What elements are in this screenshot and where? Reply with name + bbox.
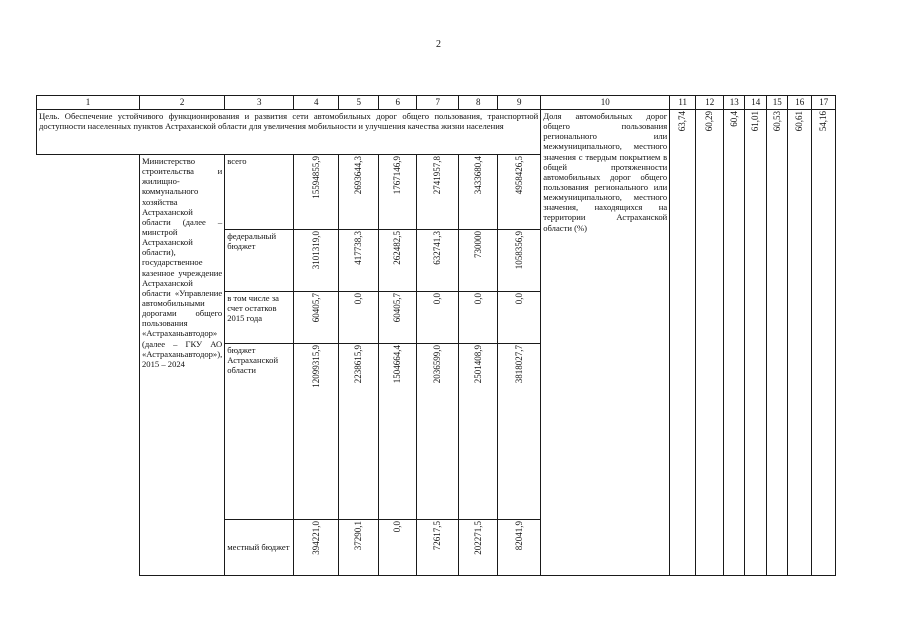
value-text: 3101319,0 bbox=[310, 231, 321, 270]
value-text: 0,0 bbox=[353, 293, 364, 305]
value-text: 202271,5 bbox=[472, 521, 483, 555]
target-value-text: 60,61 bbox=[794, 111, 805, 132]
value-text: 72617,5 bbox=[432, 521, 443, 551]
value-text: 2693644,3 bbox=[353, 156, 364, 195]
target-value-2014 bbox=[745, 110, 767, 576]
value-cell bbox=[417, 292, 459, 344]
value-text: 632741,3 bbox=[432, 231, 443, 265]
responsible-executor: Министерство строительства и жилищно-коммунального хозяйства Астраханской области (далее – минстрой Астраханской области), государственное казенное учреждение Астраханской области «Управление автомобильными дорогами общего пользования «Астраханьавтодор» (далее – ГКУ АО «Астраханьавтодор»), 2015 – 2024 bbox=[140, 155, 225, 576]
value-text: 3433680,4 bbox=[472, 156, 483, 195]
value-text: 2741957,8 bbox=[432, 156, 443, 195]
value-cell bbox=[459, 344, 498, 520]
funding-source-total: всего bbox=[225, 155, 294, 230]
target-value-text: 60,53 bbox=[771, 111, 782, 132]
col-header-3: 3 bbox=[225, 96, 294, 110]
value-cell bbox=[379, 344, 417, 520]
target-value-2016 bbox=[788, 110, 812, 576]
value-cell bbox=[379, 520, 417, 576]
value-text: 60405,7 bbox=[310, 293, 321, 323]
target-value-text: 60,29 bbox=[704, 111, 715, 132]
value-text: 82041,9 bbox=[513, 521, 524, 551]
value-text: 3818027,7 bbox=[513, 345, 524, 384]
funding-source-federal: федеральный бюджет bbox=[225, 230, 294, 292]
value-cell bbox=[339, 155, 379, 230]
value-cell bbox=[417, 520, 459, 576]
value-text: 1504664,4 bbox=[392, 345, 403, 384]
col-header-13: 13 bbox=[724, 96, 745, 110]
target-value-text: 54,16 bbox=[818, 111, 829, 132]
program-table-container bbox=[36, 95, 836, 576]
value-text: 730000 bbox=[472, 231, 483, 258]
value-cell bbox=[498, 292, 541, 344]
target-value-2017 bbox=[812, 110, 836, 576]
value-text: 1767146,9 bbox=[392, 156, 403, 195]
value-cell bbox=[294, 155, 339, 230]
value-text: 1058356,9 bbox=[513, 231, 524, 270]
value-text: 4958426,5 bbox=[513, 156, 524, 195]
target-value-2015 bbox=[767, 110, 788, 576]
funding-source-regional: бюджет Астраханской области bbox=[225, 344, 294, 520]
value-cell bbox=[379, 155, 417, 230]
col-header-14: 14 bbox=[745, 96, 767, 110]
value-cell bbox=[498, 155, 541, 230]
value-cell bbox=[294, 230, 339, 292]
col-header-8: 8 bbox=[459, 96, 498, 110]
value-text: 12099315,9 bbox=[310, 345, 321, 388]
value-text: 15594855,9 bbox=[310, 156, 321, 199]
target-value-text: 63,74 bbox=[677, 111, 688, 132]
col-header-5: 5 bbox=[339, 96, 379, 110]
target-value-text: 61,01 bbox=[750, 111, 761, 132]
page-number: 2 bbox=[436, 39, 441, 50]
target-value-2012 bbox=[696, 110, 724, 576]
goal-text: Цель. Обеспечение устойчивого функционирования и развития сети автомобильных дорог общего пользования, транспортной доступности населенных пунктов Астраханской области для увеличения мобильности и улучшения качества жизни населения bbox=[37, 110, 541, 155]
value-cell bbox=[339, 230, 379, 292]
value-cell bbox=[459, 520, 498, 576]
target-value-text: 60,4 bbox=[728, 111, 739, 127]
target-value-2013 bbox=[724, 110, 745, 576]
target-value-2011 bbox=[670, 110, 696, 576]
col-header-4: 4 bbox=[294, 96, 339, 110]
col-header-17: 17 bbox=[812, 96, 836, 110]
value-cell bbox=[339, 344, 379, 520]
value-cell bbox=[294, 520, 339, 576]
col-header-1: 1 bbox=[37, 96, 140, 110]
value-cell bbox=[417, 344, 459, 520]
value-text: 394221,0 bbox=[310, 521, 321, 555]
value-text: 2036599,0 bbox=[432, 345, 443, 384]
indicator-description: Доля автомобильных дорог общего пользования регионального или межмуниципального, местного значения с твердым покрытием в общей протяженности автомобильных дорог общего пользования регионального или межмуниципального, местного значения, находящихся на территории Астраханской области (%) bbox=[541, 110, 670, 576]
value-cell bbox=[498, 230, 541, 292]
header-row bbox=[37, 96, 836, 110]
col-header-9: 9 bbox=[498, 96, 541, 110]
col-header-11: 11 bbox=[670, 96, 696, 110]
goal-row bbox=[37, 110, 836, 155]
value-text: 0,0 bbox=[432, 293, 443, 305]
value-text: 37290,1 bbox=[353, 521, 364, 551]
col-header-10: 10 bbox=[541, 96, 670, 110]
value-text: 60405,7 bbox=[392, 293, 403, 323]
col-header-16: 16 bbox=[788, 96, 812, 110]
value-text: 417738,3 bbox=[353, 231, 364, 265]
col-header-2: 2 bbox=[140, 96, 225, 110]
value-cell bbox=[459, 292, 498, 344]
value-cell bbox=[417, 230, 459, 292]
value-cell bbox=[294, 344, 339, 520]
value-cell bbox=[294, 292, 339, 344]
col-header-7: 7 bbox=[417, 96, 459, 110]
value-cell bbox=[459, 155, 498, 230]
value-cell bbox=[459, 230, 498, 292]
col-header-12: 12 bbox=[696, 96, 724, 110]
value-cell bbox=[379, 292, 417, 344]
funding-source-local: местный бюджет bbox=[225, 520, 294, 576]
col-header-6: 6 bbox=[379, 96, 417, 110]
value-cell bbox=[379, 230, 417, 292]
program-table bbox=[36, 95, 836, 576]
value-text: 0,0 bbox=[472, 293, 483, 305]
value-text: 0,0 bbox=[392, 521, 403, 533]
value-cell bbox=[498, 344, 541, 520]
col-header-15: 15 bbox=[767, 96, 788, 110]
value-cell bbox=[339, 292, 379, 344]
value-text: 2501408,9 bbox=[472, 345, 483, 384]
value-cell bbox=[498, 520, 541, 576]
empty-cell bbox=[37, 155, 140, 576]
value-cell bbox=[417, 155, 459, 230]
value-text: 2238615,9 bbox=[353, 345, 364, 384]
value-text: 262482,5 bbox=[392, 231, 403, 265]
funding-source-remainder-2015: в том числе за счет остатков 2015 года bbox=[225, 292, 294, 344]
value-text: 0,0 bbox=[513, 293, 524, 305]
value-cell bbox=[339, 520, 379, 576]
